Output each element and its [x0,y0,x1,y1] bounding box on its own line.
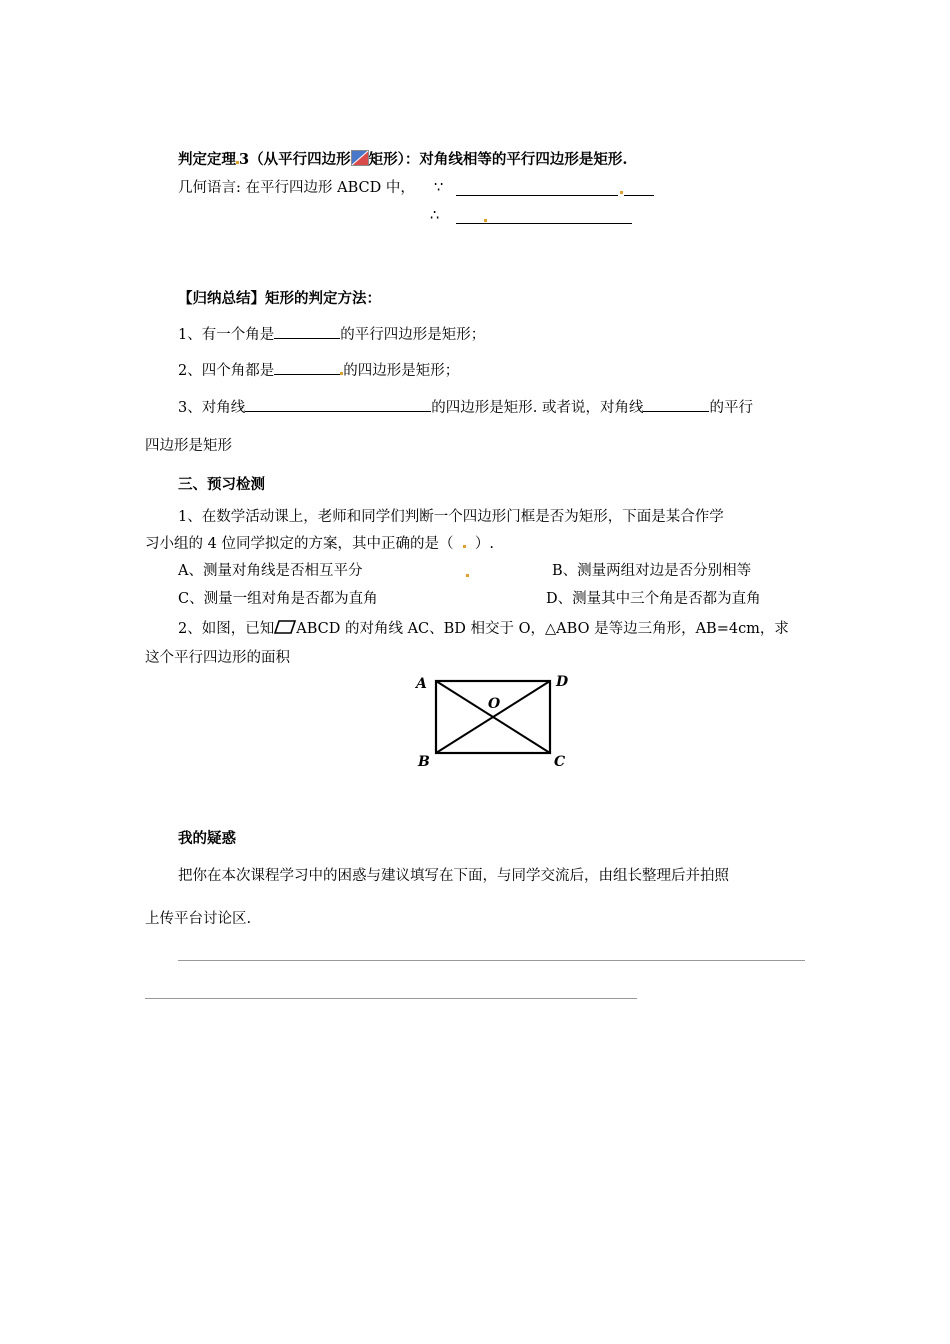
vertex-label-b: B [418,754,430,770]
therefore-line: ∴ [430,208,440,224]
vertex-label-c: C [554,754,566,770]
question-2-line-1: 2、如图，已知 ABCD 的对角线 AC、BD 相交于 O，△ABO 是等边三角形，AB=4cm，求 [178,621,789,637]
item2-blank[interactable] [274,359,340,375]
question-2-line-2: 这个平行四边形的面积 [145,650,290,666]
vertex-label-a: A [416,676,427,692]
marker-dot [620,191,623,194]
rectangle-figure [410,668,580,776]
doubts-line-2: 上传平台讨论区. [145,911,252,927]
therefore-blank[interactable] [456,208,632,224]
preview-heading: 三、预习检测 [178,476,265,493]
marker-dot [484,219,487,222]
rectangle-diagram [410,668,580,772]
because-line: ∵ [434,180,444,196]
geo-language-line: 几何语言: 在平行四边形 ABCD 中， [178,180,415,196]
center-label-o: O [488,696,501,712]
marker-dot [466,574,469,577]
summary-item-1: 1、有一个角是 的平行四边形是矩形； [178,323,485,345]
marker-dot [463,545,466,548]
option-d: D、测量其中三个角是否都为直角 [546,591,761,607]
item1-blank[interactable] [274,323,340,339]
vertex-label-d: D [556,674,569,690]
item3-blank-2[interactable] [643,396,709,412]
option-c: C、测量一组对角是否都为直角 [178,591,378,607]
doubts-heading: 我的疑惑 [178,830,236,847]
item3-blank-1[interactable] [245,396,431,412]
because-blank-end[interactable] [624,180,654,196]
inline-image-icon [351,150,369,166]
option-b: B、测量两组对边是否分别相等 [552,563,752,579]
summary-heading: 【归纳总结】矩形的判定方法： [178,290,381,307]
parallelogram-icon [274,620,296,634]
because-blank[interactable] [456,180,618,196]
summary-item-3-cont: 四边形是矩形 [145,438,232,454]
answer-line-1[interactable] [178,960,805,961]
option-a: A、测量对角线是否相互平分 [178,563,363,579]
doubts-line-1: 把你在本次课程学习中的困惑与建议填写在下面，与同学交流后，由组长整理后并拍照 [178,868,729,884]
summary-item-3: 3、对角线 的四边形是矩形. 或者说，对角线 的平行 [178,396,753,418]
summary-item-2: 2、四个角都是 的四边形是矩形； [178,359,459,381]
answer-line-2[interactable] [145,998,637,999]
question-1-line-2: 习小组的 4 位同学拟定的方案，其中正确的是（ ）. [145,536,494,552]
theorem-title: 判定定理 3（从平行四边形 矩形）：对角线相等的平行四边形是矩形. [178,151,628,168]
question-1-line-1: 1、在数学活动课上，老师和同学们判断一个四边形门框是否为矩形，下面是某合作学 [178,509,724,525]
